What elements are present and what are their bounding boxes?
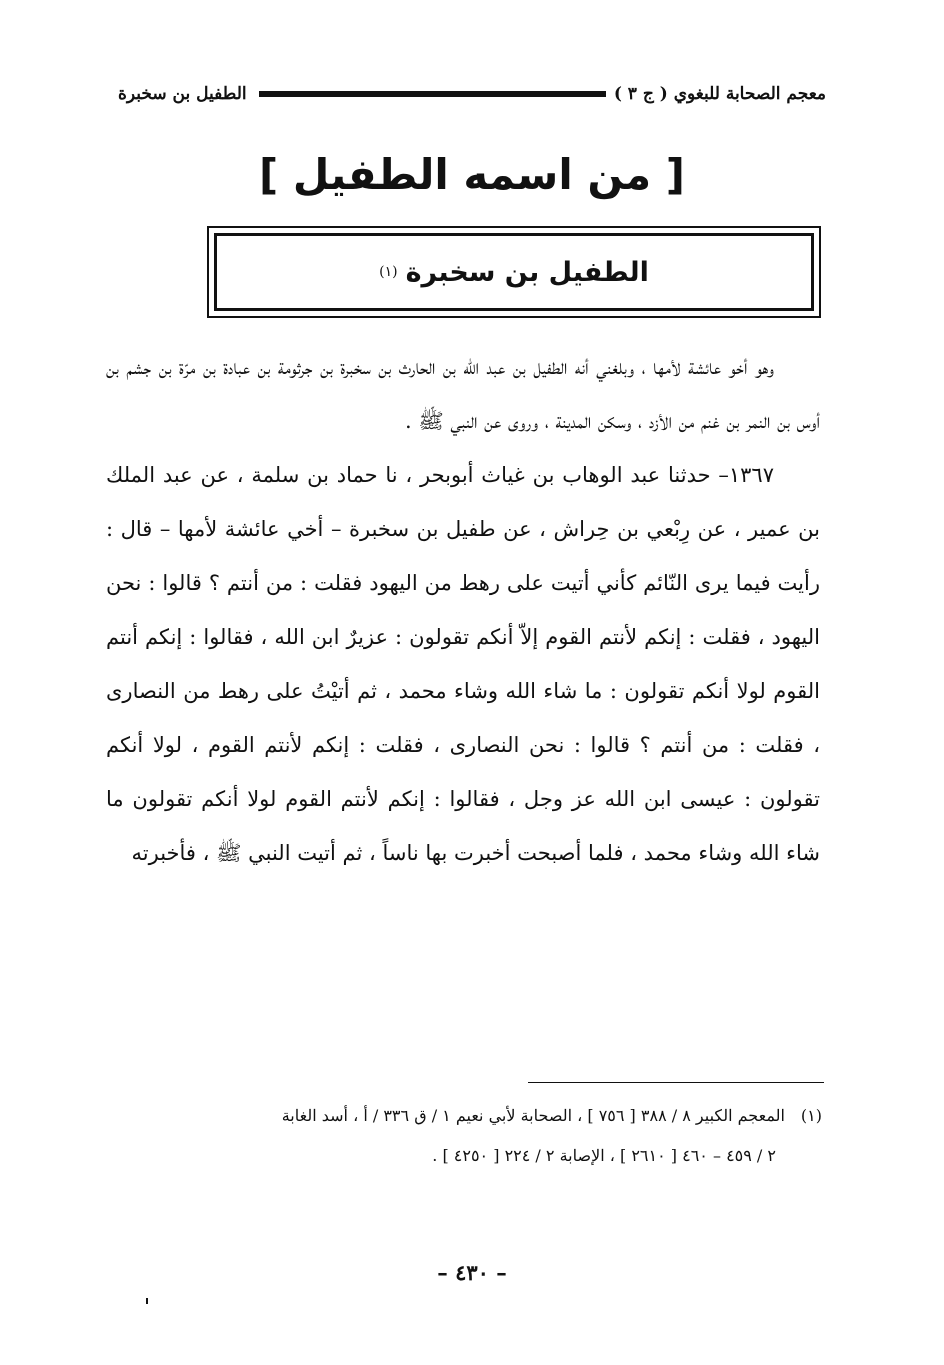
header-entry-name: الطفيل بن سخبرة <box>118 84 247 104</box>
paragraph-biography: وهو أخو عائشة لأمها ، وبلغني أنه الطفيل بن عبد الله بن الحارث بن سخبرة بن جرثومة بن عبادة بن مرّة بن جشم بن أوس بن النمر بن غنم من الأزد ، وسكن المدينة ، وروى عن النبي ﷺ . <box>106 355 820 433</box>
section-title: [ من اسمه الطفيل ] <box>259 150 685 199</box>
footnote-line-2: ٢ / ٤٥٩ – ٤٦٠ [ ٢٦١٠ ] ، الإصابة ٢ / ٢٢٤ [ ٤٢٥٠ ] . <box>432 1146 776 1165</box>
entry-name-frame <box>207 226 821 318</box>
header-rule <box>259 91 606 97</box>
footnote <box>108 1096 822 1176</box>
page-number: – ٤٣٠ – <box>437 1260 507 1285</box>
scan-speck <box>146 1298 148 1304</box>
header-book-title: معجم الصحابة للبغوي ( ج ٣ ) <box>613 84 826 104</box>
entry-footnote-marker: (١) <box>379 264 398 280</box>
running-header <box>118 74 826 114</box>
footnote-line-1: المعجم الكبير ٨ / ٣٨٨ [ ٧٥٦ ] ، الصحابة لأبي نعيم ١ / ق ٣٣٦ / أ ، أسد الغابة <box>281 1106 785 1125</box>
body-text <box>106 340 820 880</box>
footnote-separator <box>528 1082 824 1083</box>
entry-name: الطفيل بن سخبرة <box>405 256 649 288</box>
footnote-number: (١) <box>800 1106 822 1125</box>
entry-name-inner-frame <box>214 233 814 311</box>
paragraph-hadith-1367: ١٣٦٧– حدثنا عبد الوهاب بن غياث أبوبحر ، نا حماد بن سلمة ، عن عبد الملك بن عمير ، عن رِبْعي بن حِراش ، عن طفيل بن سخبرة – أخي عائشة لأمها – قال : رأيت فيما يرى النّائم كأني أتيت على رهط من اليهود فقلت : من أنتم ؟ قالوا : نحن اليهود ، فقلت : إنكم لأنتم القوم إلاّ أنكم تقولون : عزيرٌ ابن الله ، فقالوا : إنكم أنتم القوم لولا أنكم تقولون : ما شاء الله وشاء محمد ، ثم أتيْتُ على رهط من النصارى ، فقلت : من أنتم ؟ قالوا : نحن النصارى ، فقلت : إنكم لأنتم القوم ، لولا أنكم تقولون : عيسى ابن الله عز وجل ، فقالوا : إنكم لأنتم القوم لولا أنكم تقولون ما شاء الله وشاء محمد ، فلما أصبحت أخبرت بها ناساً ، ثم أتيت النبي ﷺ ، فأخبرته <box>106 463 820 865</box>
